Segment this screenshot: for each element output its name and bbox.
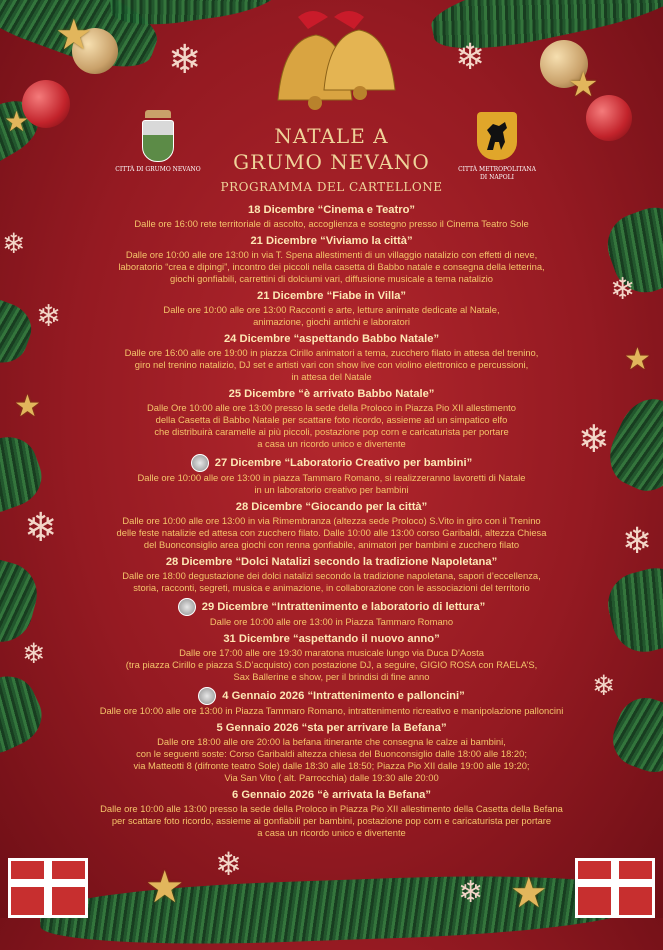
event-description-line: laboratorio “crea e dipingi”, incontro dei piccoli nella casetta di Babbo natale e consegna della letterina, <box>118 261 545 272</box>
event-description-line: Dalle ore 10:00 alle ore 13:00 in Piazza Tammaro Romano <box>209 616 454 627</box>
event-description-line: Sax Ballerine e show, per il brindisi di fine anno <box>233 671 430 682</box>
event-title <box>60 632 603 647</box>
event-title-text: 24 Dicembre “aspettando Babbo Natale” <box>223 333 440 345</box>
event-title-text: 4 Gennaio 2026 “Intrattenimento e palloncini” <box>222 689 465 702</box>
event-title <box>60 788 603 803</box>
pine-branch-left-5 <box>0 666 51 763</box>
event-description-line: Dalle ore 17:00 alle ore 19:30 maratona musicale lungo via Duca D’Aosta <box>179 647 484 658</box>
gold-star-icon: ★ <box>510 868 548 917</box>
event-title-text: 6 Gennaio 2026 “è arrivata la Befana” <box>232 789 431 801</box>
event-description-line: a casa un ricordo unico e divertente <box>257 438 406 449</box>
snowflake-icon: ❄ <box>22 637 46 670</box>
event-description-line: per scattare foto ricordo, assieme ai gonfiabili per bambini, postazione pop corn e caricaturista per portare <box>111 815 552 826</box>
event-title-text: 21 Dicembre “Fiabe in Villa” <box>256 290 407 302</box>
event-title <box>60 387 603 402</box>
gold-star-icon: ★ <box>624 342 651 377</box>
events-list <box>60 203 603 843</box>
event-description-line: giro nel trenino natalizio, DJ set e artisti vari con show live con violino elettronico e percussioni, <box>134 359 529 370</box>
pine-branch-right-4 <box>605 690 663 780</box>
event-description-line: a casa un ricordo unico e divertente <box>257 827 406 838</box>
event-title-text: 29 Dicembre “Intrattenimento e laboratorio di lettura” <box>201 600 486 613</box>
right-emblem-line2: DI NAPOLI <box>480 174 514 181</box>
event-title <box>60 332 603 347</box>
event-description-line: in attesa del Natale <box>291 371 372 382</box>
pine-branch-left-4 <box>0 551 44 649</box>
event-title <box>60 598 603 616</box>
pine-branch-right-3 <box>601 561 663 659</box>
event-description-line: che distribuirà caramelle ai più piccoli, postazione pop corn e caricaturista per portare <box>154 426 509 437</box>
red-ornament-ball <box>22 80 70 128</box>
event-title-text: 18 Dicembre “Cinema e Teatro” <box>247 204 416 216</box>
event-title <box>60 203 603 218</box>
event-description-line: Dalle ore 16:00 alle ore 19:00 in piazza Cirillo animatori a tema, zucchero filato in attesa del trenino, <box>124 347 539 358</box>
event-title <box>60 289 603 304</box>
event-description-line: in un laboratorio creativo per bambini <box>254 484 409 495</box>
event-title <box>60 555 603 570</box>
event-title-text: 27 Dicembre “Laboratorio Creativo per bambini” <box>214 456 473 469</box>
event-title-text: 25 Dicembre “è arrivato Babbo Natale” <box>228 388 435 400</box>
event-item <box>60 332 603 383</box>
gold-star-icon: ★ <box>4 105 30 138</box>
page-title-line2: GRUMO NEVANO <box>233 150 430 174</box>
pine-branch-bottom <box>39 870 641 950</box>
event-item <box>60 632 603 683</box>
event-item <box>60 721 603 784</box>
event-description-line: animazione, giochi antichi e laboratori <box>253 316 410 327</box>
snowflake-icon: ❄ <box>458 875 484 910</box>
event-title <box>60 721 603 736</box>
proloco-emblem-icon <box>198 687 216 705</box>
gift-box-icon <box>575 858 655 918</box>
event-description-line: Dalle ore 18:00 alle ore 20:00 la befana itinerante che consegna le calze ai bambini, <box>157 736 506 747</box>
right-emblem-line1: CITTÀ METROPOLITANA <box>458 166 536 173</box>
event-item <box>60 788 603 839</box>
event-title <box>60 234 603 249</box>
event-item <box>60 387 603 450</box>
christmas-bells-icon <box>258 5 408 115</box>
event-description-line: del Buonconsiglio area giochi con renna gonfiabile, animatori per bambini e zucchero filato <box>143 539 520 550</box>
event-description-line: Dalle ore 16:00 rete territoriale di ascolto, accoglienza e sostegno presso il Cinema Teatro Sole <box>134 218 529 229</box>
event-description-line: via Matteotti 8 (difronte teatro Sole) dalle 18:30 alle 18:50; Piazza Pio XII dalle 19:00 alle 19:20; <box>133 760 530 771</box>
snowflake-icon: ❄ <box>622 521 653 562</box>
event-description-line: Dalle ore 10:00 alle ore 13:00 in Piazza Tammaro Romano, intrattenimento ricreativo e manipolazione palloncini <box>99 705 564 716</box>
event-title-text: 31 Dicembre “aspettando il nuovo anno” <box>223 633 440 645</box>
event-description-line: Via San Vito ( alt. Parrocchia) dalle 19:30 alle 20:00 <box>224 772 439 783</box>
event-description-line: Dalle ore 10:00 alle ore 13:00 in via T. Spena allestimenti di un villaggio natalizio con effetti di neve, <box>125 249 538 260</box>
snowflake-icon: ❄ <box>24 505 58 551</box>
event-description-line: giochi gonfiabili, carrettini di dolciumi vari, diffusione musicale a tema natalizio <box>170 273 493 284</box>
proloco-emblem-icon <box>191 454 209 472</box>
event-description-line: Dalle ore 10:00 alle ore 13:00 Racconti e arte, letture animate dedicate al Natale, <box>163 304 500 315</box>
event-item <box>60 203 603 230</box>
page-title-line1: NATALE A <box>274 124 389 148</box>
gold-star-icon: ★ <box>14 389 41 424</box>
event-item <box>60 234 603 285</box>
event-item <box>60 289 603 328</box>
proloco-emblem-icon <box>178 598 196 616</box>
event-title-text: 5 Gennaio 2026 “sta per arrivare la Befana” <box>216 722 447 734</box>
snowflake-icon: ❄ <box>36 299 62 334</box>
gold-star-icon: ★ <box>568 65 599 105</box>
event-item <box>60 500 603 551</box>
event-description-line: (tra piazza Cirillo e piazza S.D’acquisto) con postazione DJ, a seguire, GIGIO ROSA con RAELA’S, <box>125 659 538 670</box>
event-title-text: 28 Dicembre “Giocando per la città” <box>235 501 428 513</box>
snowflake-icon: ❄ <box>610 272 636 307</box>
snowflake-icon: ❄ <box>455 37 486 78</box>
pine-branch-left-2 <box>0 290 38 370</box>
event-title-text: 28 Dicembre “Dolci Natalizi secondo la tradizione Napoletana” <box>165 556 498 568</box>
gold-star-icon: ★ <box>55 10 93 59</box>
event-description-line: delle feste natalizie ed attesa con zucchero filato. Dalle 10:00 alle 13:00 corso Garibaldi, altezza Chiesa <box>116 527 547 538</box>
event-description-line: Dalle ore 10:00 alle ore 13:00 in via Rimembranza (altezza sede Proloco) S.Vito in giro con il Trenino <box>122 515 541 526</box>
gold-star-icon: ★ <box>145 862 185 913</box>
event-description-line: Dalle Ore 10:00 alle ore 13:00 presso la sede della Proloco in Piazza Pio XII allestimento <box>147 402 516 413</box>
left-emblem-label: CITTÀ DI GRUMO NEVANO <box>115 166 201 173</box>
gift-box-icon <box>8 858 88 918</box>
event-item <box>60 598 603 628</box>
event-description-line: della Casetta di Babbo Natale per scattare foto ricordo, assieme ad un simpatico elfo <box>155 414 508 425</box>
event-item <box>60 454 603 496</box>
event-description-line: Dalle ore 10:00 alle ore 13:00 in piazza Tammaro Romano, si realizzeranno lavoretti di Natale <box>137 472 526 483</box>
snowflake-icon: ❄ <box>2 227 26 260</box>
event-title <box>60 687 603 705</box>
snowflake-icon: ❄ <box>168 37 202 83</box>
event-description-line: con le seguenti soste: Corso Garibaldi altezza chiesa del Buonconsiglio dalle 18:00 alle 18:20; <box>136 748 527 759</box>
event-item <box>60 555 603 594</box>
snowflake-icon: ❄ <box>578 417 610 461</box>
snowflake-icon: ❄ <box>592 669 616 702</box>
event-title <box>60 454 603 472</box>
event-description-line: storia, racconti, segreti, musica e animazione, in collaborazione con le associazioni del territorio <box>133 582 530 593</box>
event-title <box>60 500 603 515</box>
event-title-text: 21 Dicembre “Viviamo la città” <box>250 235 413 247</box>
event-description-line: Dalle ore 18:00 degustazione dei dolci natalizi secondo la tradizione napoletana, sapori d’eccellenza, <box>122 570 541 581</box>
event-item <box>60 687 603 717</box>
page-subtitle: PROGRAMMA DEL CARTELLONE <box>220 180 443 194</box>
snowflake-icon: ❄ <box>215 845 242 883</box>
event-description-line: Dalle ore 10:00 alle 13:00 presso la sede della Proloco in Piazza Pio XII allestimento della Casetta della Befana <box>100 803 563 814</box>
